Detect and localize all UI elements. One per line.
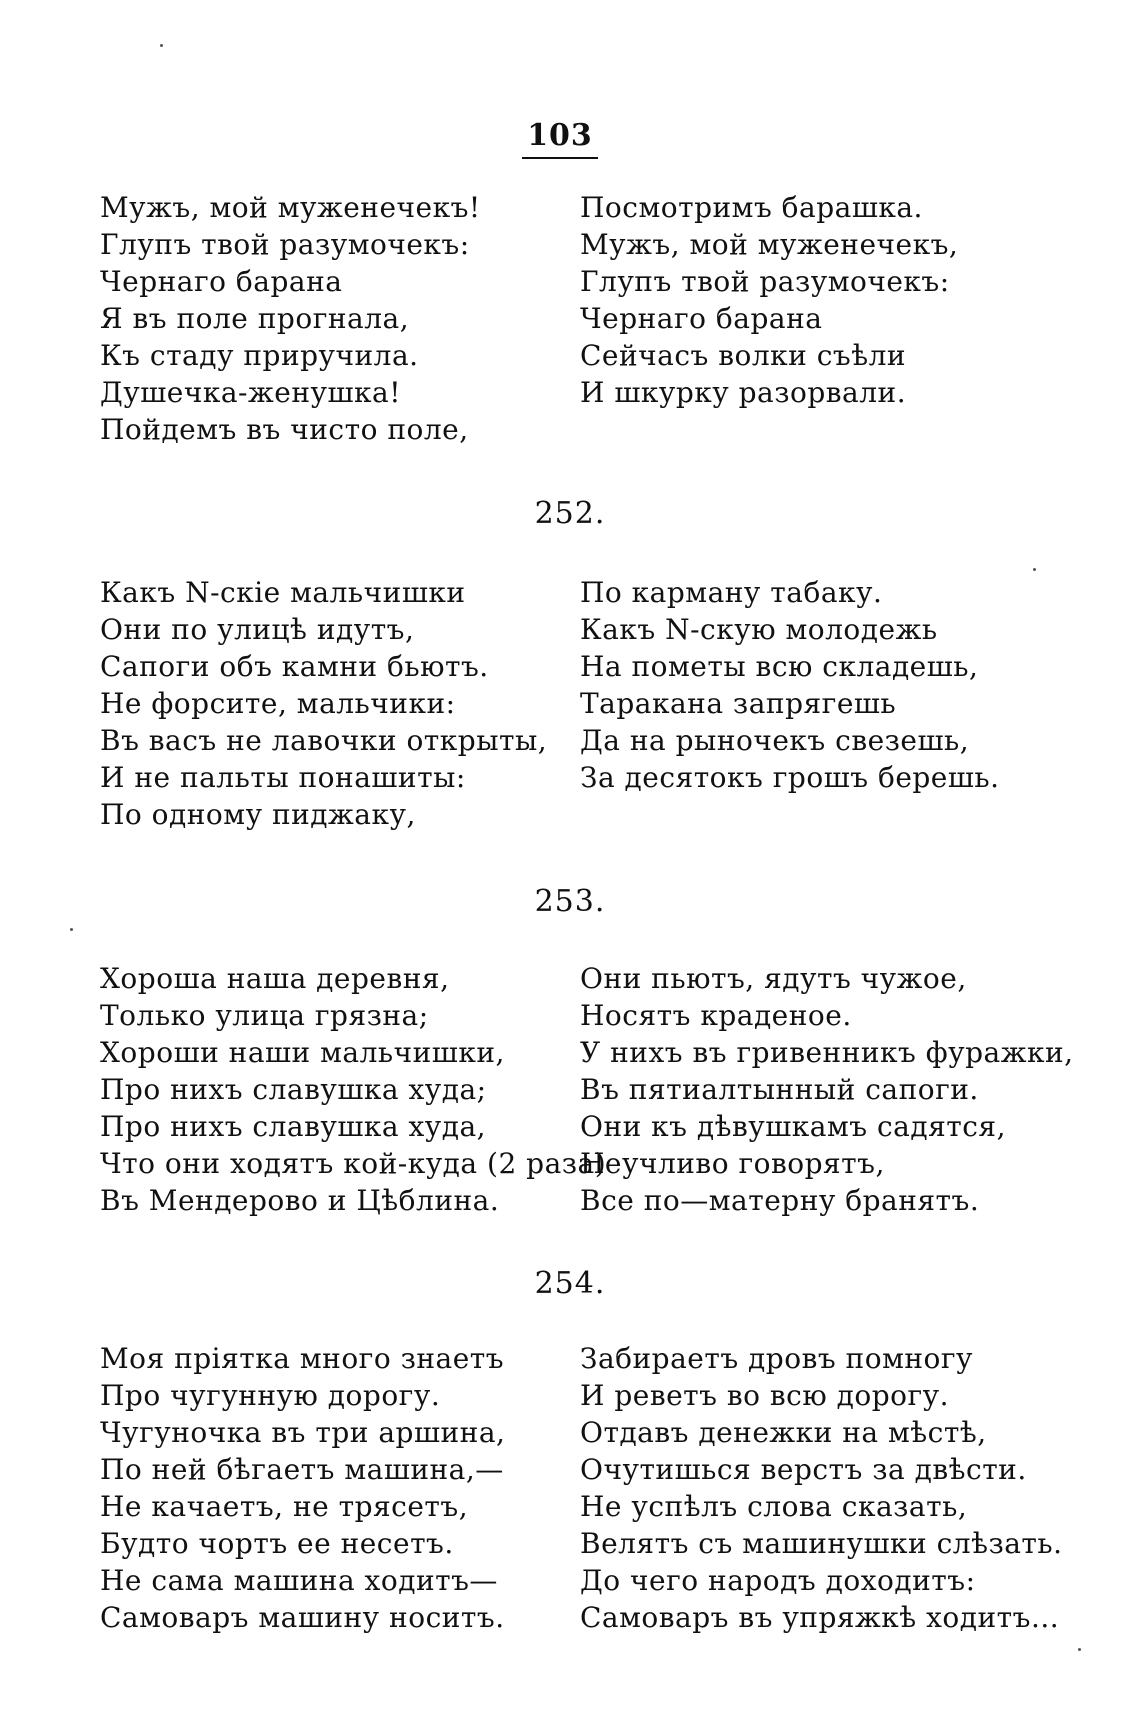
verse-line: Неучливо говорятъ, [580,1147,885,1180]
poem-252-number: 252. [534,496,606,531]
verse-line: Сапоги объ камни бьютъ. [100,650,489,683]
verse-line: Хороши наши мальчишки, [100,1036,505,1069]
verse-line: Чернаго барана [580,302,823,335]
verse-line: Все по—матерну бранятъ. [580,1184,980,1217]
verse-line: Въ васъ не лавочки открыты, [100,724,548,757]
poem-252-left-column [100,574,580,833]
poem-251-left-column [100,189,580,448]
verse-line: Пойдемъ въ чисто поле, [100,413,469,446]
poem-253-number: 253. [534,884,606,919]
verse-line: Они пьютъ, ядутъ чужое, [580,962,967,995]
verse-line: Отдавъ денежки на мѣстѣ, [580,1416,987,1449]
verse-line: Не качаетъ, не трясетъ, [100,1490,469,1523]
verse-line: Будто чортъ ее несетъ. [100,1527,454,1560]
scan-speck [160,44,163,47]
verse-line: Хороша наша деревня, [100,962,450,995]
verse-line: Глупъ твой разумочекъ: [100,228,470,261]
verse-line: Что они ходятъ кой-куда (2 раза) [100,1147,607,1180]
scan-speck [70,928,73,931]
verse-line: Да на рыночекъ свезешь, [580,724,970,757]
verse-line: За десятокъ грошъ берешь. [580,761,1000,794]
verse-line: Забираетъ дровъ помногу [580,1342,974,1375]
verse-line: Про нихъ славушка худа, [100,1110,487,1143]
verse-line: Носятъ краденое. [580,999,852,1032]
verse-line: Чугуночка въ три аршина, [100,1416,506,1449]
poem-254-number: 254. [534,1266,606,1301]
poem-251-right-column [580,189,1060,411]
verse-line: Какъ N-скіе мальчишки [100,576,466,609]
verse-line: Не успѣлъ слова сказать, [580,1490,968,1523]
verse-line: Не форсите, мальчики: [100,687,456,720]
scan-speck [1033,568,1036,571]
scan-speck [1078,1648,1081,1651]
verse-line: Душечка-женушка! [100,376,401,409]
verse-line: И не пальты понашиты: [100,761,466,794]
page-number-underline [522,157,598,159]
verse-line: У нихъ въ гривенникъ фуражки, [580,1036,1074,1069]
verse-line: И реветъ во всю дорогу. [580,1379,950,1412]
verse-line: Мужъ, мой муженечекъ, [580,228,959,261]
verse-line: Самоваръ машину носитъ. [100,1601,505,1634]
verse-line: Къ стаду приручила. [100,339,419,372]
verse-line: До чего народъ доходитъ: [580,1564,976,1597]
verse-line: Какъ N-скую молодежь [580,613,938,646]
verse-line: Очутишься верстъ за двѣсти. [580,1453,1027,1486]
verse-line: Про чугунную дорогу. [100,1379,441,1412]
poem-252-right-column [580,574,1060,796]
verse-line: Не сама машина ходитъ— [100,1564,498,1597]
verse-line: Мужъ, мой муженечекъ! [100,191,481,224]
verse-line: Сейчасъ волки съѣли [580,339,907,372]
poem-254-right-column [580,1340,1063,1636]
verse-line: Въ Мендерово и Цѣблина. [100,1184,500,1217]
page-number: 103 [527,118,593,153]
verse-line: Они по улицѣ идутъ, [100,613,415,646]
verse-line: Въ пятиалтынный сапоги. [580,1073,979,1106]
poem-253-left-column [100,960,607,1219]
verse-line: По одному пиджаку, [100,798,416,831]
verse-line: Таракана запрягешь [580,687,897,720]
verse-line: Я въ поле прогнала, [100,302,410,335]
poem-254-left-column [100,1340,580,1636]
verse-line: Посмотримъ барашка. [580,191,923,224]
verse-line: Самоваръ въ упряжкѣ ходитъ... [580,1601,1060,1634]
verse-line: И шкурку разорвали. [580,376,907,409]
verse-line: Они къ дѣвушкамъ садятся, [580,1110,1006,1143]
verse-line: Чернаго барана [100,265,343,298]
verse-line: Велятъ съ машинушки слѣзать. [580,1527,1063,1560]
verse-line: По ней бѣгаетъ машина,— [100,1453,504,1486]
verse-line: Моя пріятка много знаетъ [100,1342,505,1375]
verse-line: Только улица грязна; [100,999,429,1032]
verse-line: На пометы всю складешь, [580,650,979,683]
poem-253-right-column [580,960,1074,1219]
verse-line: Про нихъ славушка худа; [100,1073,487,1106]
verse-line: Глупъ твой разумочекъ: [580,265,950,298]
verse-line: По карману табаку. [580,576,883,609]
